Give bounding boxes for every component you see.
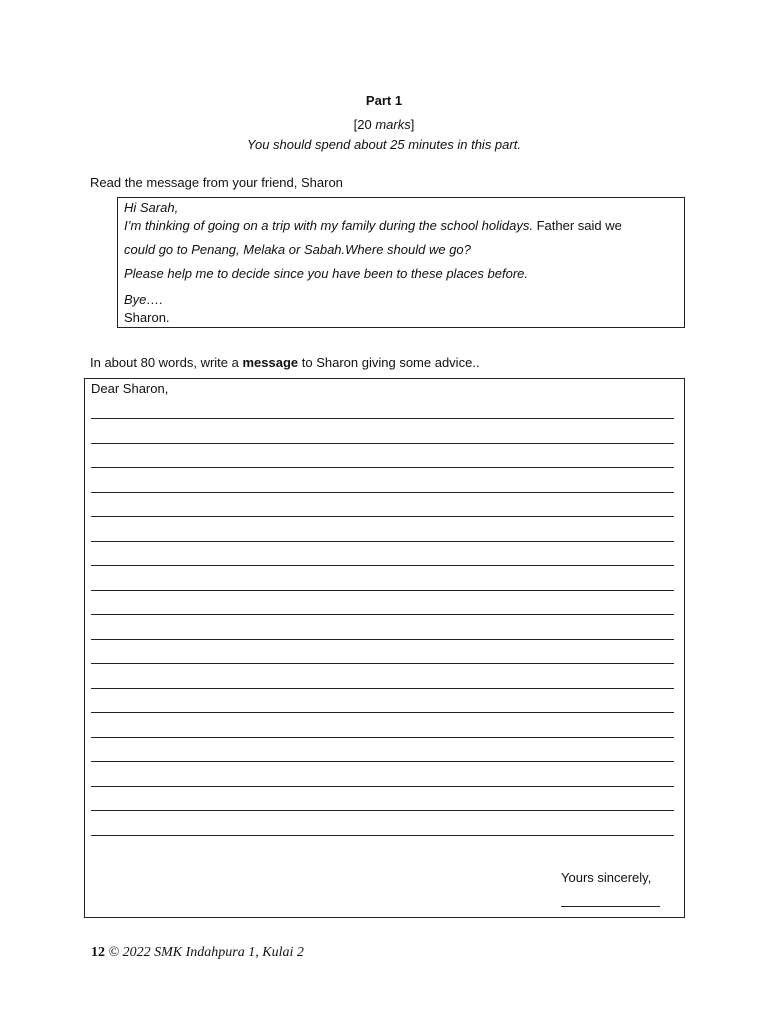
friend-message-box [117, 197, 685, 328]
message-line-1b: Father said we [532, 218, 622, 233]
time-note: You should spend about 25 minutes in this part. [247, 137, 521, 152]
writing-line[interactable] [91, 712, 674, 713]
writing-line[interactable] [91, 810, 674, 811]
writing-line[interactable] [91, 467, 674, 468]
signature-line[interactable] [561, 906, 660, 907]
part-title: Part 1 [365, 93, 403, 108]
instruction-text-after: to Sharon giving some advice.. [298, 355, 480, 370]
writing-line[interactable] [91, 688, 674, 689]
writing-line[interactable] [91, 786, 674, 787]
message-line-3: Please help me to decide since you have been to these places before. [124, 266, 528, 281]
answer-box [84, 378, 685, 918]
writing-instruction [90, 355, 480, 370]
writing-line[interactable] [91, 590, 674, 591]
writing-line[interactable] [91, 516, 674, 517]
message-bye: Bye…. [124, 292, 164, 307]
message-line-1 [124, 218, 622, 234]
writing-line[interactable] [91, 835, 674, 836]
closing-text: Yours sincerely, [561, 870, 652, 885]
page-footer [91, 945, 304, 961]
reading-instruction: Read the message from your friend, Sharon [90, 175, 343, 190]
writing-line[interactable] [91, 737, 674, 738]
writing-line[interactable] [91, 614, 674, 615]
instruction-text-before: In about 80 words, write a [90, 355, 243, 370]
answer-greeting: Dear Sharon, [91, 381, 169, 396]
writing-line[interactable] [91, 418, 674, 419]
writing-line[interactable] [91, 541, 674, 542]
message-line-1a: I’m thinking of going on a trip with my family during the school holidays. [124, 218, 533, 233]
marks-close: ] [410, 117, 415, 132]
page-number: 12 [91, 945, 105, 960]
marks-word: marks [375, 117, 411, 132]
writing-line[interactable] [91, 492, 674, 493]
writing-line[interactable] [91, 565, 674, 566]
writing-line[interactable] [91, 443, 674, 444]
message-line-2: could go to Penang, Melaka or Sabah.Where should we go? [124, 242, 471, 257]
writing-line[interactable] [91, 639, 674, 640]
marks-open: [20 [353, 117, 376, 132]
writing-line[interactable] [91, 761, 674, 762]
instruction-text-bold: message [242, 355, 299, 370]
message-signoff: Sharon. [124, 310, 170, 325]
footer-text: © 2022 SMK Indahpura 1, Kulai 2 [105, 945, 304, 960]
marks-label [0, 117, 768, 132]
message-greeting: Hi Sarah, [124, 200, 179, 215]
writing-line[interactable] [91, 663, 674, 664]
